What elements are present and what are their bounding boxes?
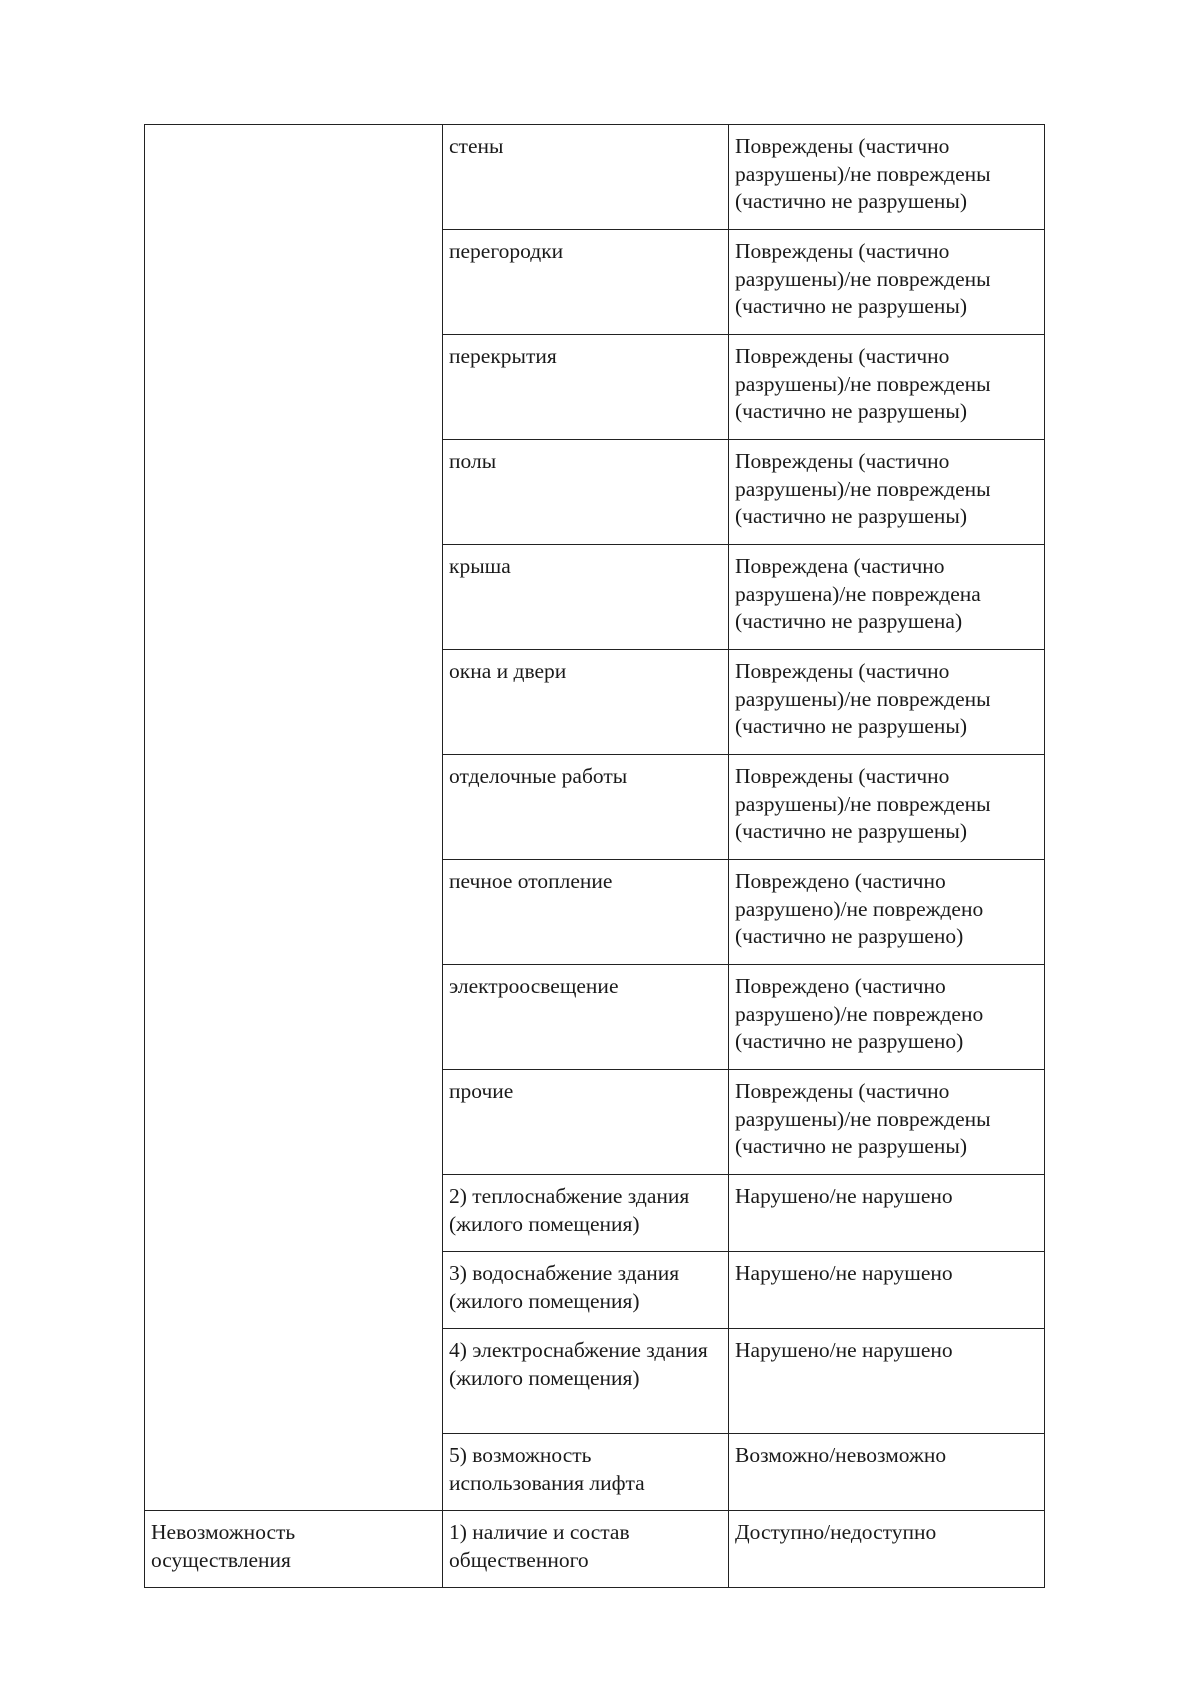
status-cell: Повреждены (частично разрушены)/не повреждены (частично не разрушены) [729, 755, 1045, 860]
category-cell: Невозможность осуществления [145, 1511, 443, 1588]
status-cell: Повреждены (частично разрушены)/не повреждены (частично не разрушены) [729, 650, 1045, 755]
item-cell: перекрытия [443, 335, 729, 440]
category-cell-empty [145, 125, 443, 1511]
item-cell: окна и двери [443, 650, 729, 755]
item-cell: стены [443, 125, 729, 230]
item-cell: 1) наличие и состав общественного [443, 1511, 729, 1588]
status-cell: Повреждены (частично разрушены)/не повреждены (частично не разрушены) [729, 335, 1045, 440]
item-cell: электроосвещение [443, 965, 729, 1070]
item-cell: 5) возможность использования лифта [443, 1434, 729, 1511]
status-cell: Повреждены (частично разрушены)/не повреждены (частично не разрушены) [729, 440, 1045, 545]
status-cell: Нарушено/не нарушено [729, 1175, 1045, 1252]
status-cell: Повреждена (частично разрушена)/не повреждена (частично не разрушена) [729, 545, 1045, 650]
item-cell: 2) теплоснабжение здания (жилого помещения) [443, 1175, 729, 1252]
table-row [145, 125, 1045, 230]
status-cell: Доступно/недоступно [729, 1511, 1045, 1588]
item-cell: крыша [443, 545, 729, 650]
status-cell: Повреждено (частично разрушено)/не повреждено (частично не разрушено) [729, 860, 1045, 965]
status-cell: Нарушено/не нарушено [729, 1329, 1045, 1434]
table-row [145, 1511, 1045, 1588]
status-cell: Повреждены (частично разрушены)/не повреждены (частично не разрушены) [729, 125, 1045, 230]
status-cell: Повреждены (частично разрушены)/не повреждены (частично не разрушены) [729, 1070, 1045, 1175]
item-cell: полы [443, 440, 729, 545]
item-cell: печное отопление [443, 860, 729, 965]
status-cell: Повреждено (частично разрушено)/не повреждено (частично не разрушено) [729, 965, 1045, 1070]
status-cell: Нарушено/не нарушено [729, 1252, 1045, 1329]
item-cell: прочие [443, 1070, 729, 1175]
item-cell: 3) водоснабжение здания (жилого помещения) [443, 1252, 729, 1329]
item-cell: 4) электроснабжение здания (жилого помещения) [443, 1329, 729, 1434]
conditions-table [144, 124, 1045, 1588]
item-cell: перегородки [443, 230, 729, 335]
status-cell: Повреждены (частично разрушены)/не повреждены (частично не разрушены) [729, 230, 1045, 335]
status-cell: Возможно/невозможно [729, 1434, 1045, 1511]
item-cell: отделочные работы [443, 755, 729, 860]
